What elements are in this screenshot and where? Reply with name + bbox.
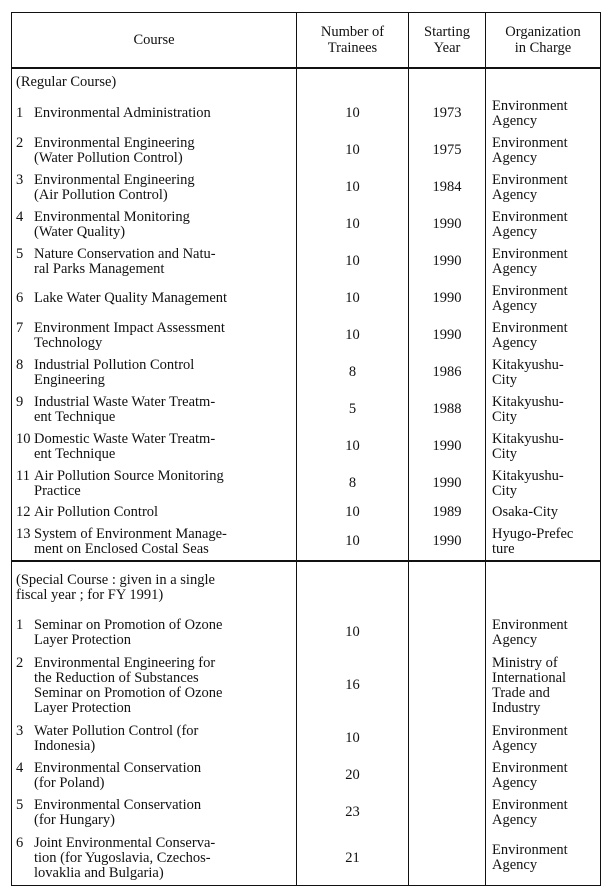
org-cell: Environment Agency: [486, 169, 601, 206]
table-row: [12, 614, 601, 651]
table-row: [12, 651, 601, 720]
org-cell: Environment Agency: [486, 720, 601, 757]
table-row: [12, 354, 601, 391]
course-cell: 4 Environmental Conservation (for Poland): [12, 757, 297, 794]
header-trainees: Number of Trainees: [297, 13, 409, 69]
table-row: [12, 317, 601, 354]
course-cell: 5 Nature Conservation and Natu- ral Parks Management: [12, 243, 297, 280]
table-row: [12, 169, 601, 206]
org-cell: Kitakyushu- City: [486, 428, 601, 465]
trainees-cell: 10: [297, 523, 409, 561]
year-cell: 1990: [409, 243, 486, 280]
table-row: [12, 243, 601, 280]
year-cell: 1984: [409, 169, 486, 206]
course-cell: 7 Environment Impact Assessment Technology: [12, 317, 297, 354]
year-cell: 1986: [409, 354, 486, 391]
course-cell: 11 Air Pollution Source Monitoring Practice: [12, 465, 297, 502]
header-course: Course: [12, 13, 297, 69]
trainees-cell: 5: [297, 391, 409, 428]
org-cell: Environment Agency: [486, 280, 601, 317]
org-cell: Kitakyushu- City: [486, 391, 601, 428]
course-cell: 3 Water Pollution Control (for Indonesia): [12, 720, 297, 757]
special-section-title: (Special Course : given in a single fiscal year ; for FY 1991): [12, 561, 297, 614]
trainees-cell: 10: [297, 317, 409, 354]
org-cell: Environment Agency: [486, 243, 601, 280]
org-cell: Environment Agency: [486, 614, 601, 651]
header-year: Starting Year: [409, 13, 486, 69]
org-cell: Osaka-City: [486, 502, 601, 523]
course-cell: 6 Joint Environmental Conserva- tion (for Yugoslavia, Czechos- lovaklia and Bulgaria): [12, 831, 297, 886]
table-row: [12, 502, 601, 523]
trainees-cell: 10: [297, 243, 409, 280]
regular-section-title: (Regular Course): [12, 68, 297, 95]
course-cell: 4 Environmental Monitoring (Water Quality): [12, 206, 297, 243]
trainees-cell: 21: [297, 831, 409, 886]
org-cell: Environment Agency: [486, 132, 601, 169]
trainees-cell: 10: [297, 502, 409, 523]
trainees-cell: 10: [297, 614, 409, 651]
year-cell: 1975: [409, 132, 486, 169]
table-row: [12, 280, 601, 317]
table-row: [12, 720, 601, 757]
trainees-cell: 10: [297, 132, 409, 169]
trainees-cell: 10: [297, 280, 409, 317]
year-cell: 1988: [409, 391, 486, 428]
org-cell: Environment Agency: [486, 317, 601, 354]
trainees-cell: 10: [297, 169, 409, 206]
org-cell: Environment Agency: [486, 831, 601, 886]
year-cell: 1990: [409, 465, 486, 502]
trainees-cell: 10: [297, 206, 409, 243]
table-row: [12, 428, 601, 465]
course-cell: 8 Industrial Pollution Control Engineering: [12, 354, 297, 391]
table-row: [12, 523, 601, 561]
trainees-cell: 10: [297, 95, 409, 132]
trainees-cell: 8: [297, 465, 409, 502]
course-cell: 1 Seminar on Promotion of Ozone Layer Protection: [12, 614, 297, 651]
course-cell: 13 System of Environment Manage- ment on Enclosed Costal Seas: [12, 523, 297, 561]
year-cell: 1989: [409, 502, 486, 523]
table-row: [12, 132, 601, 169]
year-cell: [409, 614, 486, 651]
trainees-cell: 8: [297, 354, 409, 391]
year-cell: 1990: [409, 280, 486, 317]
course-cell: 6 Lake Water Quality Management: [12, 280, 297, 317]
training-course-table: [11, 12, 601, 886]
year-cell: [409, 794, 486, 831]
special-section-row: [12, 561, 601, 614]
course-cell: 1 Environmental Administration: [12, 95, 297, 132]
year-cell: 1973: [409, 95, 486, 132]
org-cell: Hyugo-Prefec ture: [486, 523, 601, 561]
year-cell: 1990: [409, 206, 486, 243]
table-row: [12, 465, 601, 502]
trainees-cell: 10: [297, 720, 409, 757]
org-cell: Kitakyushu- City: [486, 465, 601, 502]
table-row: [12, 95, 601, 132]
course-cell: 12 Air Pollution Control: [12, 502, 297, 523]
org-cell: Environment Agency: [486, 206, 601, 243]
org-cell: Ministry of International Trade and Industry: [486, 651, 601, 720]
table-row: [12, 757, 601, 794]
org-cell: Environment Agency: [486, 794, 601, 831]
course-cell: 2 Environmental Engineering (Water Pollution Control): [12, 132, 297, 169]
course-cell: 5 Environmental Conservation (for Hungary): [12, 794, 297, 831]
table-row: [12, 794, 601, 831]
year-cell: [409, 831, 486, 886]
org-cell: Environment Agency: [486, 757, 601, 794]
header-org: Organization in Charge: [486, 13, 601, 69]
org-cell: Environment Agency: [486, 95, 601, 132]
course-cell: 9 Industrial Waste Water Treatm- ent Technique: [12, 391, 297, 428]
table-row: [12, 831, 601, 886]
trainees-cell: 23: [297, 794, 409, 831]
trainees-cell: 10: [297, 428, 409, 465]
trainees-cell: 16: [297, 651, 409, 720]
org-cell: Kitakyushu- City: [486, 354, 601, 391]
year-cell: 1990: [409, 317, 486, 354]
year-cell: [409, 757, 486, 794]
table-row: [12, 206, 601, 243]
year-cell: 1990: [409, 428, 486, 465]
year-cell: [409, 720, 486, 757]
regular-section-row: [12, 68, 601, 95]
year-cell: [409, 651, 486, 720]
year-cell: 1990: [409, 523, 486, 561]
trainees-cell: 20: [297, 757, 409, 794]
course-cell: 3 Environmental Engineering (Air Pollution Control): [12, 169, 297, 206]
course-cell: 2 Environmental Engineering for the Reduction of Substances Seminar on Promotion of Ozone Layer Protection: [12, 651, 297, 720]
course-cell: 10 Domestic Waste Water Treatm- ent Technique: [12, 428, 297, 465]
header-row: [12, 13, 601, 69]
table-row: [12, 391, 601, 428]
